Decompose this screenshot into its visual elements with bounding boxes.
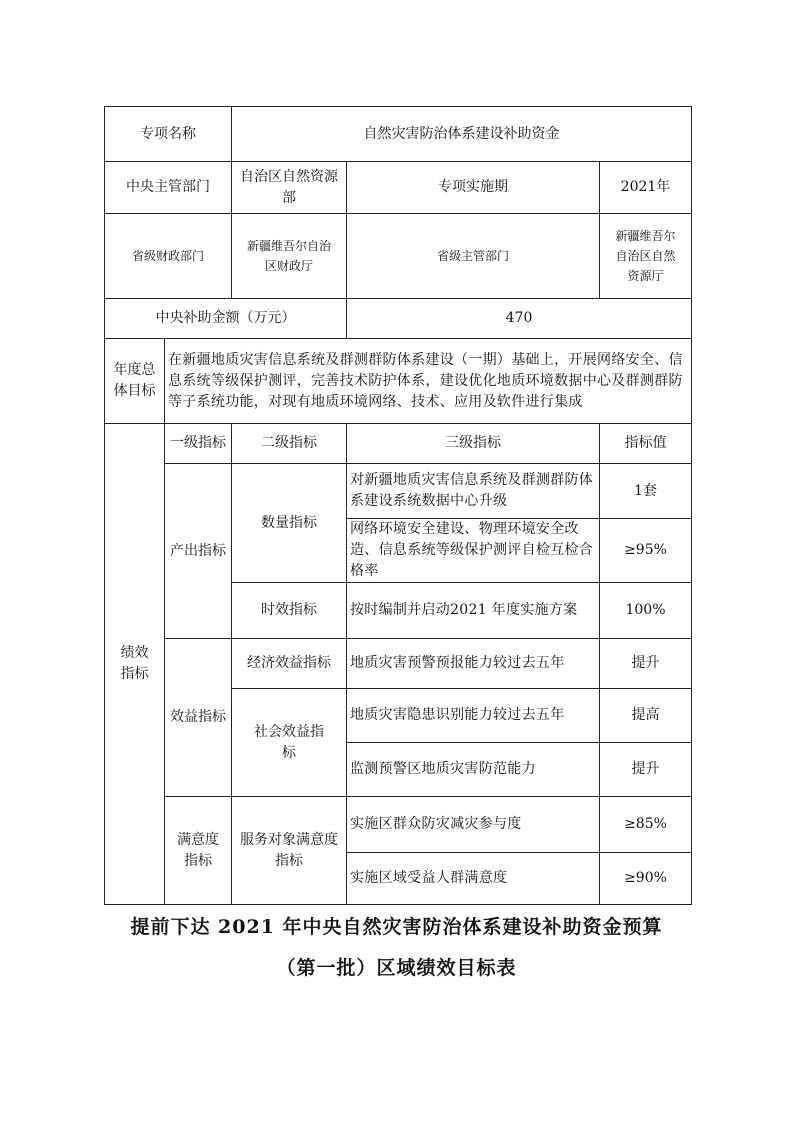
prov-finance-value: 新疆维吾尔自治区财政厅 <box>232 214 347 299</box>
table-row <box>105 299 692 339</box>
indicator-text: 地质灾害预警预报能力较过去五年 <box>347 639 600 689</box>
output-indicator-label: 产出指标 <box>165 464 232 639</box>
project-name-label: 专项名称 <box>105 107 232 162</box>
col-level2: 二级指标 <box>232 424 347 464</box>
table-row <box>105 464 692 519</box>
indicator-value: 100% <box>600 583 692 639</box>
table-caption-line1: 提前下达 2021 年中央自然灾害防治体系建设补助资金预算 <box>130 916 663 938</box>
annual-goal-label: 年度总体目标 <box>105 339 165 424</box>
amount-label: 中央补助金额（万元） <box>105 299 347 339</box>
perf-indicator-label: 绩效指标 <box>105 424 165 905</box>
time-indicator-label: 时效指标 <box>232 583 347 639</box>
performance-table <box>104 106 692 905</box>
col-level1: 一级指标 <box>165 424 232 464</box>
table-row <box>105 424 692 464</box>
indicator-text: 监测预警区地质灾害防范能力 <box>347 743 600 797</box>
table-caption-line2: （第一批）区域绩效目标表 <box>276 957 517 979</box>
central-dept-value: 自治区自然资源部 <box>232 162 347 214</box>
project-name-value: 自然灾害防治体系建设补助资金 <box>232 107 692 162</box>
table-row <box>105 162 692 214</box>
quantity-indicator-label: 数量指标 <box>232 464 347 583</box>
table-row <box>105 639 692 689</box>
prov-dept-label: 省级主管部门 <box>347 214 600 299</box>
social-indicator-label: 社会效益指标 <box>232 689 347 797</box>
indicator-value: ≥90% <box>600 853 692 905</box>
col-value: 指标值 <box>600 424 692 464</box>
service-satisfaction-label: 服务对象满意度指标 <box>232 797 347 905</box>
prov-finance-label: 省级财政部门 <box>105 214 232 299</box>
indicator-text: 按时编制并启动2021 年度实施方案 <box>347 583 600 639</box>
period-label: 专项实施期 <box>347 162 600 214</box>
indicator-value: 1套 <box>600 464 692 519</box>
indicator-text: 对新疆地质灾害信息系统及群测群防体系建设系统数据中心升级 <box>347 464 600 519</box>
amount-value: 470 <box>347 299 692 339</box>
col-level3: 三级指标 <box>347 424 600 464</box>
indicator-text: 网络环境安全建设、物理环境安全改造、信息系统等级保护测评自检互检合格率 <box>347 519 600 583</box>
satisfaction-indicator-label: 满意度指标 <box>165 797 232 905</box>
indicator-text: 实施区域受益人群满意度 <box>347 853 600 905</box>
annual-goal-text: 在新疆地质灾害信息系统及群测群防体系建设（一期）基础上，开展网络安全、信息系统等级保护测评，完善技术防护体系，建设优化地质环境数据中心及群测群防等子系统功能，对现有地质环境网络、技术、应用及软件进行集成 <box>165 339 692 424</box>
table-row <box>105 797 692 853</box>
indicator-value: ≥95% <box>600 519 692 583</box>
table-row <box>105 107 692 162</box>
period-value: 2021年 <box>600 162 692 214</box>
indicator-value: 提升 <box>600 743 692 797</box>
indicator-value: 提高 <box>600 689 692 743</box>
central-dept-label: 中央主管部门 <box>105 162 232 214</box>
prov-dept-value: 新疆维吾尔自治区自然资源厅 <box>600 214 692 299</box>
econ-indicator-label: 经济效益指标 <box>232 639 347 689</box>
indicator-text: 地质灾害隐患识别能力较过去五年 <box>347 689 600 743</box>
table-row <box>105 214 692 299</box>
indicator-text: 实施区群众防灾减灾参与度 <box>347 797 600 853</box>
benefit-indicator-label: 效益指标 <box>165 639 232 797</box>
indicator-value: ≥85% <box>600 797 692 853</box>
indicator-value: 提升 <box>600 639 692 689</box>
table-row <box>105 339 692 424</box>
